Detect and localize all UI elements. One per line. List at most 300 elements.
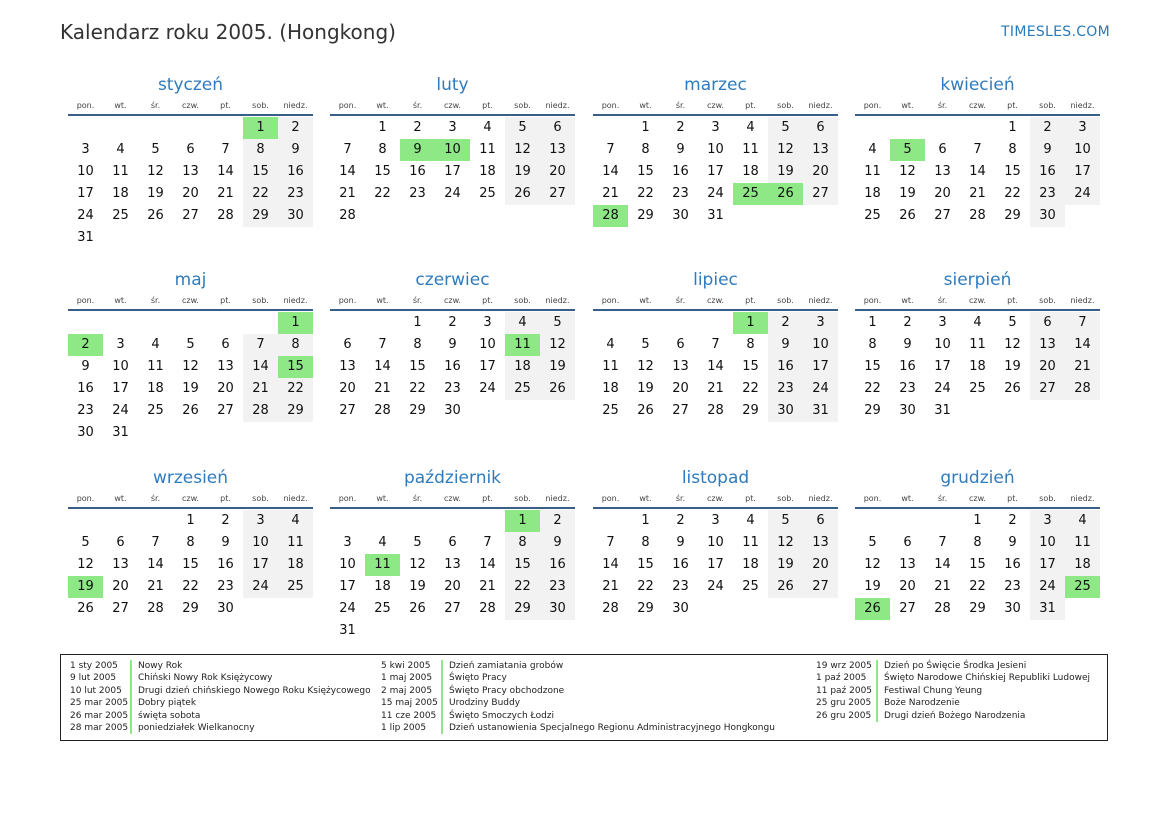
- day-cell: 15: [969, 557, 986, 572]
- day-cell: 1: [868, 315, 877, 330]
- month-11: [593, 467, 838, 620]
- day-cell: 24: [339, 601, 356, 616]
- day-cell: 8: [973, 535, 982, 550]
- day-cell: 17: [1030, 554, 1065, 576]
- day-cell: 13: [444, 557, 461, 572]
- day-cell: 15: [182, 557, 199, 572]
- empty-cell: [663, 312, 698, 334]
- day-cell: 17: [243, 554, 278, 576]
- day-cell: 3: [711, 513, 720, 528]
- day-cell: 13: [339, 359, 356, 374]
- holiday-date: 1 maj 2005: [381, 673, 433, 684]
- day-cell: 16: [672, 557, 689, 572]
- day-cell: 24: [1030, 576, 1065, 598]
- weekday-header: [68, 98, 313, 116]
- day-cell: 28: [217, 208, 234, 223]
- day-cell: 28: [147, 601, 164, 616]
- day-cell: 4: [278, 510, 313, 532]
- day-cell: 10: [243, 532, 278, 554]
- day-cell: 8: [868, 337, 877, 352]
- weekday-header: [68, 293, 313, 311]
- holiday-marker: [130, 672, 132, 684]
- day-cell: 9: [676, 142, 685, 157]
- site-brand-link[interactable]: TIMESLES.COM: [1001, 24, 1110, 40]
- empty-cell: [68, 117, 103, 139]
- day-grid: [593, 117, 838, 227]
- day-cell: 23: [409, 186, 426, 201]
- weekday-label: śr.: [675, 494, 686, 503]
- weekday-label: sob.: [1039, 494, 1056, 503]
- day-cell: 18: [742, 557, 759, 572]
- day-cell: 11: [147, 359, 164, 374]
- day-cell: 23: [77, 403, 94, 418]
- day-cell: 26: [540, 378, 575, 400]
- day-cell: 28: [1065, 378, 1100, 400]
- day-cell: 17: [707, 164, 724, 179]
- day-cell: 11: [278, 532, 313, 554]
- weekday-label: pon.: [338, 296, 357, 305]
- day-cell: 21: [217, 186, 234, 201]
- day-cell: 12: [505, 139, 540, 161]
- day-cell: 27: [803, 576, 838, 598]
- day-cell: 12: [768, 139, 803, 161]
- holiday-date: 1 paź 2005: [816, 673, 867, 684]
- weekday-label: śr.: [412, 101, 423, 110]
- day-cell: 21: [934, 579, 951, 594]
- day-cell: 16: [1004, 557, 1021, 572]
- day-cell: 4: [483, 120, 492, 135]
- day-cell: 7: [483, 535, 492, 550]
- holiday-row: [381, 685, 775, 697]
- holiday-name: Święto Smoczych Łodzi: [449, 710, 555, 721]
- empty-cell: [855, 510, 890, 532]
- day-cell: 29: [243, 205, 278, 227]
- holiday-day-cell: 10: [435, 139, 470, 161]
- day-cell: 15: [374, 164, 391, 179]
- day-cell: 3: [116, 337, 125, 352]
- empty-cell: [68, 312, 103, 334]
- day-cell: 29: [1004, 208, 1021, 223]
- weekday-label: śr.: [412, 296, 423, 305]
- holiday-date: 5 kwi 2005: [381, 661, 431, 671]
- month-10: [330, 467, 575, 642]
- day-cell: 22: [182, 579, 199, 594]
- weekday-label: czw.: [969, 101, 986, 110]
- holiday-day-cell: 1: [505, 510, 540, 532]
- weekday-header: [593, 293, 838, 311]
- day-cell: 25: [278, 576, 313, 598]
- day-cell: 1: [1008, 120, 1017, 135]
- day-cell: 23: [278, 183, 313, 205]
- day-cell: 14: [339, 164, 356, 179]
- day-cell: 23: [1004, 579, 1021, 594]
- day-grid: [330, 510, 575, 642]
- weekday-label: sob.: [514, 494, 531, 503]
- weekday-label: wt.: [901, 296, 914, 305]
- day-cell: 22: [969, 579, 986, 594]
- day-cell: 26: [147, 208, 164, 223]
- weekday-label: pon.: [601, 494, 620, 503]
- day-cell: 30: [768, 400, 803, 422]
- holiday-marker: [130, 697, 132, 709]
- day-cell: 13: [112, 557, 129, 572]
- weekday-label: pt.: [220, 101, 231, 110]
- month-5: [68, 269, 313, 444]
- empty-cell: [330, 312, 365, 334]
- weekday-label: sob.: [1039, 101, 1056, 110]
- empty-cell: [698, 312, 733, 334]
- day-cell: 16: [217, 557, 234, 572]
- day-cell: 6: [186, 142, 195, 157]
- weekday-label: czw.: [444, 296, 461, 305]
- holiday-name: Boże Narodzenie: [884, 698, 960, 709]
- day-cell: 12: [540, 334, 575, 356]
- holiday-date: 25 mar 2005: [70, 698, 129, 709]
- day-cell: 20: [934, 186, 951, 201]
- weekday-label: czw.: [182, 494, 199, 503]
- day-cell: 3: [1065, 117, 1100, 139]
- day-cell: 16: [768, 356, 803, 378]
- day-cell: 29: [182, 601, 199, 616]
- month-name: maj: [174, 270, 207, 290]
- day-cell: 5: [540, 312, 575, 334]
- weekday-label: pon.: [76, 101, 95, 110]
- day-cell: 23: [672, 579, 689, 594]
- weekday-label: śr.: [675, 296, 686, 305]
- holiday-row: [816, 660, 1090, 672]
- day-cell: 16: [77, 381, 94, 396]
- day-cell: 22: [505, 576, 540, 598]
- day-cell: 12: [768, 532, 803, 554]
- holiday-name: święta sobota: [138, 710, 201, 721]
- day-cell: 23: [444, 381, 461, 396]
- day-cell: 18: [1065, 554, 1100, 576]
- day-cell: 14: [602, 557, 619, 572]
- day-grid: [330, 117, 575, 227]
- day-cell: 11: [602, 359, 619, 374]
- empty-cell: [138, 117, 173, 139]
- weekday-label: pon.: [338, 101, 357, 110]
- empty-cell: [173, 312, 208, 334]
- month-name: listopad: [681, 468, 750, 488]
- day-cell: 6: [540, 117, 575, 139]
- day-cell: 31: [1030, 598, 1065, 620]
- holiday-day-cell: 1: [278, 312, 313, 334]
- day-cell: 13: [1030, 334, 1065, 356]
- holiday-row: [70, 697, 371, 709]
- weekday-label: wt.: [114, 296, 127, 305]
- day-cell: 11: [112, 164, 129, 179]
- day-cell: 16: [540, 554, 575, 576]
- day-cell: 6: [938, 142, 947, 157]
- holiday-marker: [441, 660, 443, 672]
- holiday-marker: [130, 722, 132, 734]
- weekday-header: [330, 293, 575, 311]
- day-cell: 26: [1004, 381, 1021, 396]
- day-cell: 6: [116, 535, 125, 550]
- day-cell: 20: [899, 579, 916, 594]
- day-cell: 27: [444, 601, 461, 616]
- holiday-day-cell: 19: [68, 576, 103, 598]
- day-cell: 14: [602, 164, 619, 179]
- weekday-label: pon.: [76, 494, 95, 503]
- day-cell: 15: [864, 359, 881, 374]
- holiday-marker: [441, 722, 443, 734]
- day-cell: 25: [147, 403, 164, 418]
- day-cell: 8: [641, 142, 650, 157]
- day-cell: 23: [1030, 183, 1065, 205]
- weekday-label: niedz.: [1070, 494, 1095, 503]
- day-cell: 10: [1030, 532, 1065, 554]
- day-grid: [855, 117, 1100, 227]
- weekday-label: pon.: [863, 494, 882, 503]
- month-name: październik: [403, 468, 502, 488]
- day-cell: 23: [768, 378, 803, 400]
- holiday-name: Urodziny Buddy: [449, 698, 521, 709]
- day-cell: 6: [676, 337, 685, 352]
- day-cell: 21: [479, 579, 496, 594]
- weekday-label: sob.: [777, 494, 794, 503]
- holiday-date: 1 sty 2005: [70, 661, 118, 671]
- day-cell: 22: [278, 378, 313, 400]
- weekday-label: wt.: [376, 494, 389, 503]
- month-8: [855, 269, 1100, 422]
- weekday-label: pon.: [601, 101, 620, 110]
- day-cell: 18: [278, 554, 313, 576]
- day-cell: 3: [448, 120, 457, 135]
- holiday-name: Drugi dzień chińskiego Nowego Roku Księżycowego: [138, 685, 371, 696]
- holiday-day-cell: 26: [855, 598, 890, 620]
- day-cell: 10: [339, 557, 356, 572]
- day-cell: 27: [899, 601, 916, 616]
- day-cell: 2: [221, 513, 230, 528]
- empty-cell: [470, 510, 505, 532]
- day-cell: 26: [637, 403, 654, 418]
- empty-cell: [628, 312, 663, 334]
- empty-cell: [435, 510, 470, 532]
- day-grid: [855, 312, 1100, 422]
- weekday-label: pt.: [745, 101, 756, 110]
- day-cell: 20: [540, 161, 575, 183]
- day-cell: 3: [243, 510, 278, 532]
- day-cell: 18: [374, 579, 391, 594]
- day-cell: 12: [182, 359, 199, 374]
- empty-cell: [103, 312, 138, 334]
- day-cell: 13: [672, 359, 689, 374]
- weekday-label: sob.: [777, 296, 794, 305]
- day-cell: 27: [112, 601, 129, 616]
- day-cell: 6: [343, 337, 352, 352]
- weekday-label: czw.: [182, 296, 199, 305]
- day-grid: [593, 510, 838, 620]
- day-cell: 12: [637, 359, 654, 374]
- weekday-header: [855, 293, 1100, 311]
- day-cell: 15: [409, 359, 426, 374]
- holiday-day-cell: 2: [68, 334, 103, 356]
- month-name: grudzień: [940, 468, 1015, 488]
- weekday-label: niedz.: [808, 296, 833, 305]
- day-cell: 1: [973, 513, 982, 528]
- day-cell: 12: [899, 164, 916, 179]
- day-cell: 11: [1065, 532, 1100, 554]
- weekday-label: pon.: [863, 296, 882, 305]
- holiday-name: Dzień po Święcie Środka Jesieni: [884, 661, 1027, 671]
- day-cell: 4: [746, 120, 755, 135]
- holiday-row: [70, 672, 371, 684]
- day-cell: 18: [505, 356, 540, 378]
- day-grid: [68, 510, 313, 620]
- holiday-day-cell: 15: [278, 356, 313, 378]
- weekday-label: wt.: [639, 494, 652, 503]
- holiday-day-cell: 1: [733, 312, 768, 334]
- day-cell: 28: [602, 601, 619, 616]
- day-cell: 7: [938, 535, 947, 550]
- holiday-row: [70, 710, 371, 722]
- holiday-date: 10 lut 2005: [70, 685, 122, 696]
- weekday-label: śr.: [412, 494, 423, 503]
- holiday-day-cell: 11: [505, 334, 540, 356]
- day-cell: 2: [1030, 117, 1065, 139]
- day-cell: 9: [903, 337, 912, 352]
- empty-cell: [103, 117, 138, 139]
- day-cell: 23: [899, 381, 916, 396]
- weekday-label: pt.: [1007, 296, 1018, 305]
- weekday-label: sob.: [252, 494, 269, 503]
- day-cell: 10: [803, 334, 838, 356]
- day-cell: 16: [1030, 161, 1065, 183]
- holiday-marker: [441, 685, 443, 697]
- day-cell: 3: [803, 312, 838, 334]
- day-cell: 7: [711, 337, 720, 352]
- weekday-header: [855, 491, 1100, 509]
- day-cell: 5: [186, 337, 195, 352]
- holiday-marker: [876, 697, 878, 709]
- day-cell: 28: [243, 400, 278, 422]
- holiday-date: 1 lip 2005: [381, 722, 427, 733]
- day-cell: 14: [479, 557, 496, 572]
- day-cell: 8: [746, 337, 755, 352]
- day-cell: 26: [182, 403, 199, 418]
- day-grid: [68, 312, 313, 444]
- day-cell: 24: [803, 378, 838, 400]
- day-cell: 14: [374, 359, 391, 374]
- day-cell: 24: [243, 576, 278, 598]
- day-cell: 10: [479, 337, 496, 352]
- holiday-name: Dzień zamiatania grobów: [449, 661, 564, 671]
- day-cell: 12: [864, 557, 881, 572]
- holiday-day-cell: 26: [768, 183, 803, 205]
- weekday-label: śr.: [150, 296, 161, 305]
- day-cell: 7: [606, 142, 615, 157]
- day-cell: 15: [637, 164, 654, 179]
- weekday-label: sob.: [514, 101, 531, 110]
- day-cell: 8: [378, 142, 387, 157]
- day-cell: 4: [116, 142, 125, 157]
- day-cell: 30: [672, 601, 689, 616]
- day-grid: [330, 312, 575, 422]
- day-cell: 30: [672, 208, 689, 223]
- day-cell: 17: [707, 557, 724, 572]
- day-cell: 28: [339, 208, 356, 223]
- day-cell: 16: [672, 164, 689, 179]
- weekday-label: niedz.: [545, 296, 570, 305]
- month-name: czerwiec: [415, 270, 490, 290]
- day-cell: 20: [803, 554, 838, 576]
- day-cell: 27: [540, 183, 575, 205]
- day-cell: 15: [637, 557, 654, 572]
- weekday-header: [68, 491, 313, 509]
- day-cell: 30: [899, 403, 916, 418]
- holiday-date: 2 maj 2005: [381, 685, 433, 696]
- day-cell: 6: [803, 510, 838, 532]
- day-cell: 20: [217, 381, 234, 396]
- day-cell: 17: [339, 579, 356, 594]
- day-cell: 2: [676, 120, 685, 135]
- day-cell: 18: [112, 186, 129, 201]
- day-cell: 4: [868, 142, 877, 157]
- holiday-row: [816, 672, 1090, 684]
- day-cell: 9: [1030, 139, 1065, 161]
- day-cell: 11: [969, 337, 986, 352]
- month-7: [593, 269, 838, 422]
- month-4: [855, 74, 1100, 227]
- day-cell: 31: [803, 400, 838, 422]
- day-cell: 25: [864, 208, 881, 223]
- day-cell: 10: [934, 337, 951, 352]
- weekday-header: [330, 491, 575, 509]
- day-cell: 28: [969, 208, 986, 223]
- holiday-date: 19 wrz 2005: [816, 661, 872, 671]
- weekday-label: śr.: [150, 101, 161, 110]
- day-cell: 27: [803, 183, 838, 205]
- day-cell: 8: [243, 139, 278, 161]
- day-cell: 24: [77, 208, 94, 223]
- day-cell: 4: [973, 315, 982, 330]
- day-cell: 31: [112, 425, 129, 440]
- day-cell: 14: [969, 164, 986, 179]
- day-cell: 29: [864, 403, 881, 418]
- day-cell: 27: [182, 208, 199, 223]
- day-cell: 30: [1004, 601, 1021, 616]
- day-cell: 15: [505, 554, 540, 576]
- holiday-day-cell: 25: [1065, 576, 1100, 598]
- day-cell: 16: [278, 161, 313, 183]
- weekday-label: sob.: [252, 296, 269, 305]
- day-cell: 20: [112, 579, 129, 594]
- day-cell: 9: [768, 334, 803, 356]
- day-cell: 2: [540, 510, 575, 532]
- holiday-column: [381, 660, 775, 734]
- day-cell: 13: [803, 139, 838, 161]
- page-title: Kalendarz roku 2005. (Hongkong): [60, 20, 396, 44]
- month-6: [330, 269, 575, 422]
- day-cell: 6: [803, 117, 838, 139]
- holiday-name: Dobry piątek: [138, 698, 197, 709]
- day-cell: 7: [1065, 312, 1100, 334]
- day-cell: 8: [413, 337, 422, 352]
- month-1: [68, 74, 313, 249]
- day-cell: 19: [768, 554, 803, 576]
- day-cell: 29: [505, 598, 540, 620]
- day-cell: 1: [641, 120, 650, 135]
- day-cell: 8: [641, 535, 650, 550]
- day-cell: 27: [934, 208, 951, 223]
- day-cell: 29: [637, 208, 654, 223]
- day-cell: 6: [221, 337, 230, 352]
- weekday-label: sob.: [514, 296, 531, 305]
- day-cell: 5: [413, 535, 422, 550]
- day-cell: 19: [768, 161, 803, 183]
